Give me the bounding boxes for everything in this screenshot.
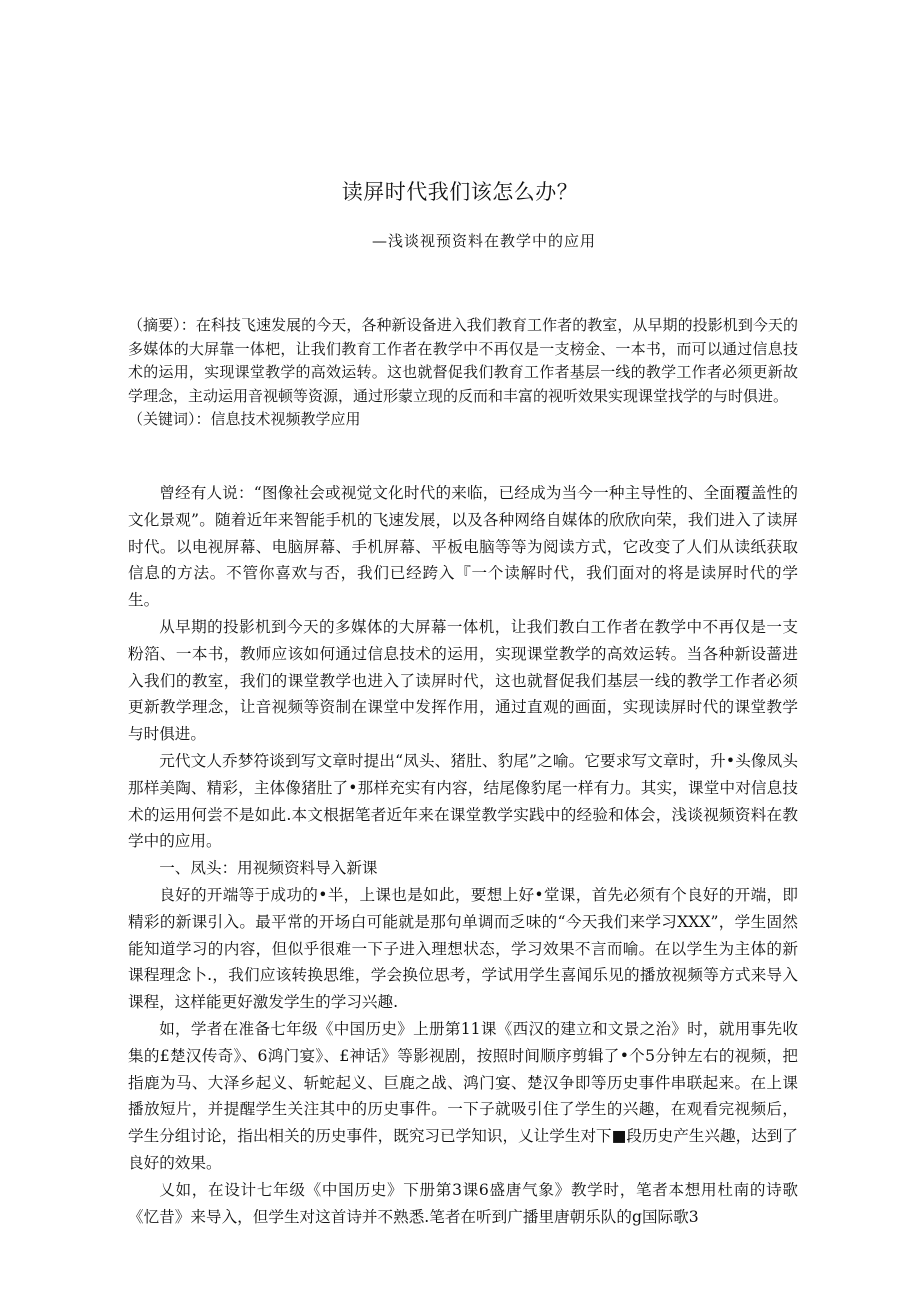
- section-heading: 一、凤头：用视频资料导入新课: [159, 859, 378, 878]
- body-paragraph: 乂如，在设计七年级《中国历史》下册第3课6盛唐气象》教学时，笔者本想用杜南的诗歌《忆昔》来导入，但学生对这首诗并不熟悉.笔者在听到广播里唐朝乐队的g国际歌3: [128, 1180, 798, 1226]
- body-section: [128, 480, 798, 1230]
- keywords-text: （关键词）：信息技术视频教学应用: [128, 410, 361, 428]
- page-title: 读屏时代我们该怎么办？: [341, 180, 579, 204]
- abstract-section: [128, 314, 798, 432]
- body-paragraph: 元代文人乔梦符谈到写文章时提出“凤头、猪肚、豹尾”之喻。它要求写文章时，升•头像凤头那样美陶、精彩，主体像猪肚了•那样充实有内容，结尾像豹尾一样有力。其实，课堂中对信息技术的运用何尝不是如此.本文根据笔者近年来在课堂教学实践中的经验和体会，浅谈视频资料在教学中的应用。: [128, 751, 798, 851]
- body-paragraph: 良好的开端等于成功的•半，上课也是如此，要想上好•堂课，首先必须有个良好的开端，即精彩的新课引入。最平常的开场白可能就是那句单调而乏味的“今天我们来学习XXX”，学生固然能知道学习的内容，但似乎很难一下子进入理想状态，学习效果不言而喻。在以学生为主体的新课程理念卜.，我们应该转换思维，学会换位思考，学试用学生喜闻乐见的播放视频等方式来导入课程，这样能更好激发学生的学习兴趣.: [128, 885, 798, 1012]
- body-paragraph: 从早期的投影机到今天的多媒体的大屏幕一体机，让我们教白工作者在教学中不再仅是一支粉箔、一本书，教师应该如何通过信息技术的运用，实现课堂教学的高效运转。当各种新设蔷进入我们的教室，我们的课堂教学也进入了读屏时代，这也就督促我们基层一线的教学工作者必须更新教学理念，让音视频等资制在课堂中发挥作用，通过直观的画面，实现读屏时代的课堂教学与时俱进。: [128, 617, 798, 744]
- body-paragraph: 如，学者在准备七年级《中国历史》上册第11课《西汉的建立和文景之治》时，就用事先收集的£楚汉传奇》、6鸿门宴》、£神话》等影视剧，按照时间顺序剪辑了•个5分钟左右的视频，把指鹿为马、大泽乡起义、斩蛇起义、巨鹿之战、鸿门宴、楚汉争即等历史事件串联起来。在上课播放短片，并提醒学生关注其中的历史事件。一下子就吸引住了学生的兴趣，在观看完视频后，学生分组讨论，指出相关的历史事件，既究习已学知识，乂让学生对下■段历史产生兴趣，达到了良好的效果。: [128, 1019, 798, 1172]
- abstract-text: （摘要）：在科技飞速发展的今天，各种新设备进入我们教育工作者的教室，从早期的投影机到今天的多媒体的大屏靠一体杷，让我们教育工作者在教学中不再仅是一支榜金、一本书，而可以通过信息技术的运用，实现课堂教学的高效运转。这也就督促我们教育工作者基层一线的教学工作者必须更新故学理念，主动运用音视顿等资源，通过形蒙立现的反而和丰富的视听效果实现课堂找学的与时俱进。: [128, 316, 798, 405]
- body-paragraph: 曾经有人说：“图像社会或视觉文化时代的来临，已经成为当今一种主导性的、全面覆盖性的文化景观”。随着近年来智能手机的飞速发展，以及各种网络自媒体的欣欣向荣，我们进入了读屏时代。以电视屏幕、电脑屏幕、手机屏幕、平板电脑等等为阅读方式，它改变了人们从读纸获取信息的方法。不管你喜欢与否，我们已经跨入『一个读解时代，我们面对的将是读屏时代的学生。: [128, 484, 798, 610]
- page-subtitle: —浅谈视预资料在教学中的应用: [372, 232, 597, 250]
